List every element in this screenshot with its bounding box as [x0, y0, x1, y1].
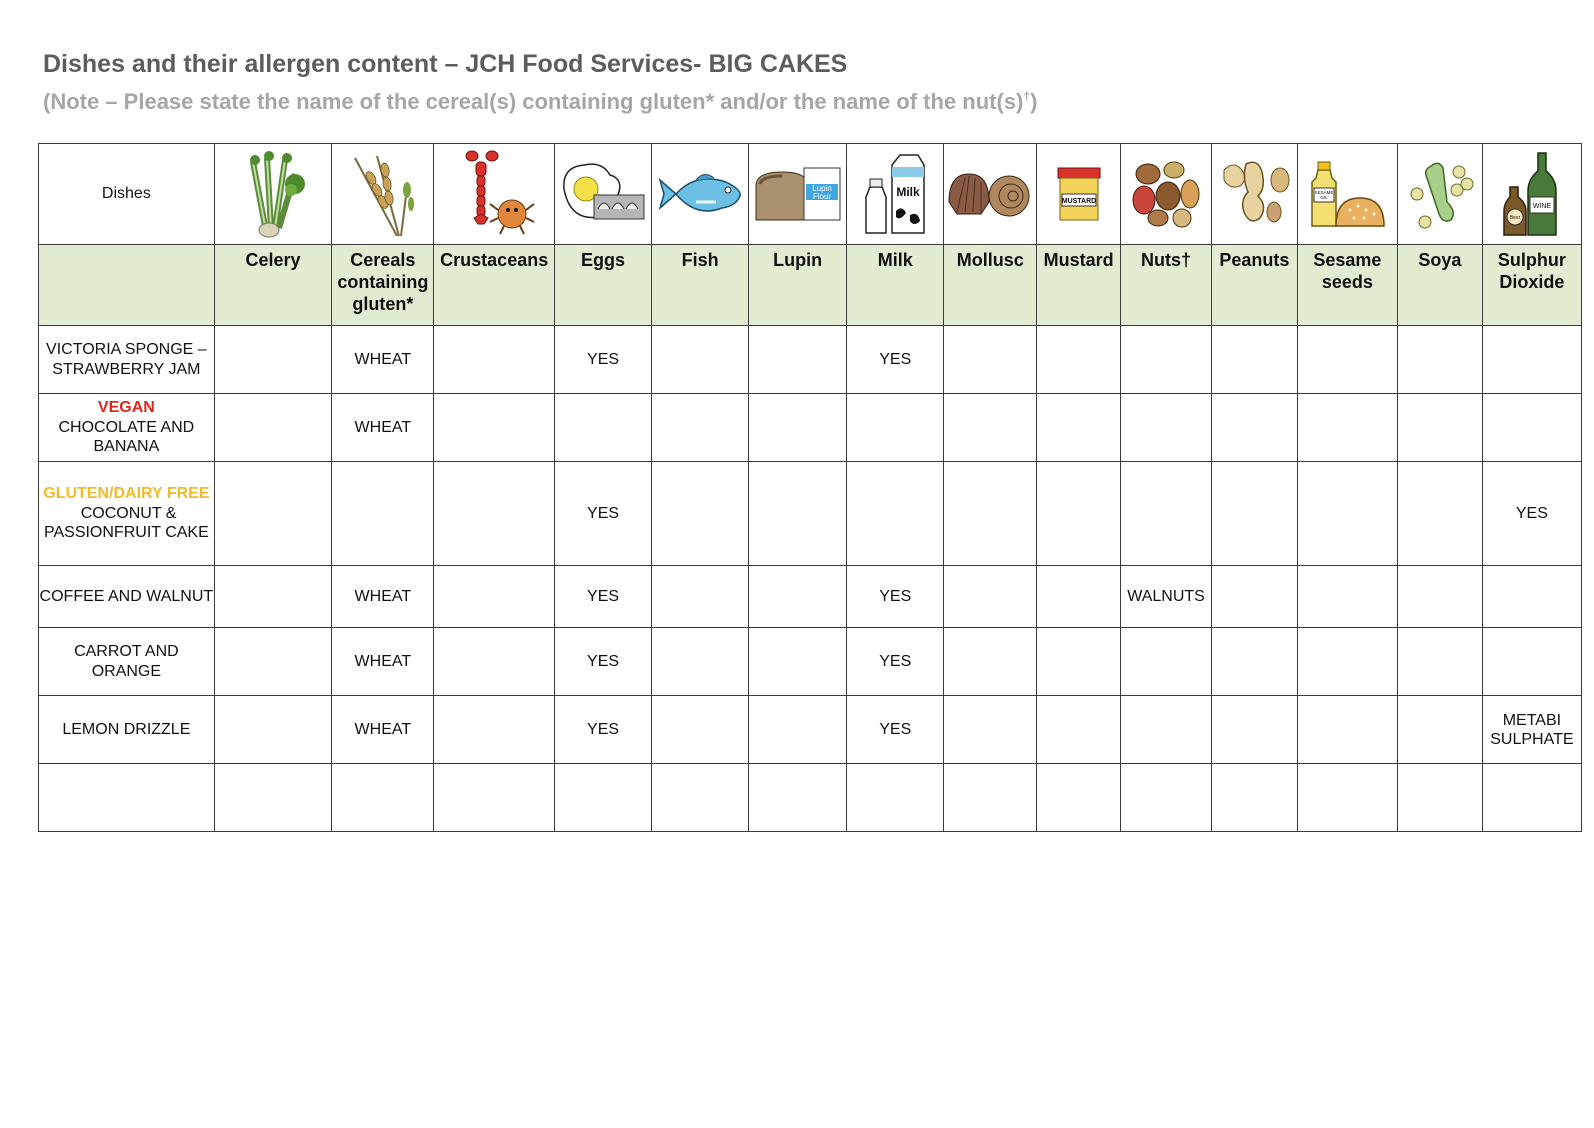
allergen-cell: METABI SULPHATE: [1482, 696, 1581, 764]
allergen-cell: [749, 326, 847, 394]
allergen-cell: [1037, 696, 1121, 764]
allergen-cell: [944, 628, 1037, 696]
dish-name-cell: [39, 394, 215, 462]
allergen-cell: WHEAT: [332, 628, 434, 696]
allergen-cell: [1211, 462, 1297, 566]
peanut-icon: [1211, 144, 1297, 245]
dish-name: COFFEE AND WALNUT: [39, 587, 214, 605]
allergen-cell: [749, 764, 847, 832]
allergen-cell: [1211, 326, 1297, 394]
allergen-cell: [434, 628, 555, 696]
table-row: [39, 326, 1582, 394]
page-title: Dishes and their allergen content – JCH Food Services- BIG CAKES: [43, 50, 848, 78]
header-lupin: Lupin: [749, 245, 847, 326]
svg-text:SESAME: SESAME: [1314, 190, 1334, 195]
allergen-cell: [749, 566, 847, 628]
allergen-cell: [749, 394, 847, 462]
svg-text:Milk: Milk: [896, 185, 920, 199]
allergen-cell: [1211, 628, 1297, 696]
header-fish: Fish: [652, 245, 749, 326]
allergen-cell: [555, 764, 652, 832]
allergen-cell: YES: [555, 462, 652, 566]
header-blank-cell: [39, 245, 215, 326]
allergen-cell: [1121, 628, 1212, 696]
allergen-cell: [1482, 326, 1581, 394]
allergen-cell: [652, 326, 749, 394]
table-row: [39, 394, 1582, 462]
header-celery: Celery: [214, 245, 332, 326]
svg-text:Beer: Beer: [1509, 215, 1521, 221]
allergen-cell: WHEAT: [332, 394, 434, 462]
header-cereals: Cereals containing gluten*: [332, 245, 434, 326]
allergen-cell: [652, 628, 749, 696]
allergen-cell: YES: [555, 566, 652, 628]
svg-text:Lupin: Lupin: [811, 184, 832, 193]
table-row: [39, 566, 1582, 628]
allergen-cell: [944, 462, 1037, 566]
allergen-cell: WHEAT: [332, 326, 434, 394]
table-row: [39, 696, 1582, 764]
dish-name-cell: [39, 462, 215, 566]
allergen-cell: [1397, 696, 1482, 764]
allergen-cell: [1397, 326, 1482, 394]
allergen-cell: YES: [1482, 462, 1581, 566]
soya-icon: [1397, 144, 1482, 245]
dish-name: COCONUT & PASSIONFRUIT CAKE: [43, 504, 209, 542]
allergen-cell: [332, 462, 434, 566]
allergen-cell: [652, 394, 749, 462]
allergen-cell: YES: [847, 326, 944, 394]
allergen-cell: [1297, 764, 1397, 832]
allergen-cell: [1297, 566, 1397, 628]
allergen-cell: [434, 394, 555, 462]
dish-name-cell: [39, 764, 215, 832]
allergen-cell: [1482, 394, 1581, 462]
allergen-cell: [1037, 628, 1121, 696]
allergen-header-row: [39, 245, 1582, 326]
allergen-cell: [1037, 326, 1121, 394]
allergen-cell: [652, 566, 749, 628]
allergen-cell: [944, 394, 1037, 462]
dish-name: LEMON DRIZZLE: [62, 720, 191, 738]
svg-text:OIL: OIL: [1320, 195, 1329, 200]
dish-name: CHOCOLATE AND BANANA: [58, 418, 199, 456]
allergen-cell: [1297, 696, 1397, 764]
allergen-cell: [1037, 764, 1121, 832]
nuts-icon: [1121, 144, 1212, 245]
allergen-cell: [1482, 628, 1581, 696]
allergen-cell: YES: [847, 566, 944, 628]
allergen-cell: [944, 764, 1037, 832]
mollusc-icon: [944, 144, 1037, 245]
allergen-cell: [1397, 566, 1482, 628]
allergen-cell: [214, 394, 332, 462]
table-row: [39, 628, 1582, 696]
allergen-cell: [434, 462, 555, 566]
note-dagger: †: [1023, 89, 1031, 104]
allergen-cell: WHEAT: [332, 566, 434, 628]
allergen-cell: [652, 462, 749, 566]
header-milk: Milk: [847, 245, 944, 326]
allergen-cell: [434, 566, 555, 628]
header-soya: Soya: [1397, 245, 1482, 326]
allergen-cell: [652, 696, 749, 764]
allergen-cell: [1297, 326, 1397, 394]
allergen-cell: [1121, 696, 1212, 764]
header-mollusc: Mollusc: [944, 245, 1037, 326]
allergen-cell: WHEAT: [332, 696, 434, 764]
svg-text:MUSTARD: MUSTARD: [1061, 198, 1096, 205]
svg-text:Flour: Flour: [812, 192, 831, 201]
note-text: (Note – Please state the name of the cereal(s) containing gluten* and/or the name of the nut(s): [43, 89, 1024, 114]
allergen-cell: [214, 628, 332, 696]
allergen-cell: YES: [555, 696, 652, 764]
allergen-cell: [944, 696, 1037, 764]
allergen-cell: [847, 764, 944, 832]
allergen-cell: WALNUTS: [1121, 566, 1212, 628]
allergen-cell: [749, 696, 847, 764]
mustard-icon: [1037, 144, 1121, 245]
header-sesame: Sesame seeds: [1297, 245, 1397, 326]
table-row: [39, 462, 1582, 566]
allergen-cell: [1211, 394, 1297, 462]
header-mustard: Mustard: [1037, 245, 1121, 326]
dish-tag: GLUTEN/DAIRY FREE: [43, 485, 210, 503]
allergen-cell: [1037, 394, 1121, 462]
allergen-cell: [214, 764, 332, 832]
allergen-cell: [1397, 764, 1482, 832]
allergen-cell: [944, 566, 1037, 628]
allergen-cell: [944, 326, 1037, 394]
table-row: [39, 764, 1582, 832]
allergen-cell: [1211, 764, 1297, 832]
dish-name-cell: [39, 628, 215, 696]
lupin-flour-icon: [749, 144, 847, 245]
allergen-cell: [434, 764, 555, 832]
allergen-cell: [214, 696, 332, 764]
wine-beer-icon: [1482, 144, 1581, 245]
dishes-header: Dishes: [39, 144, 215, 245]
allergen-cell: [1121, 462, 1212, 566]
allergen-cell: [1297, 628, 1397, 696]
allergen-cell: [1397, 394, 1482, 462]
dish-name: CARROT AND ORANGE: [74, 643, 184, 680]
allergen-cell: [332, 764, 434, 832]
allergen-cell: [1121, 394, 1212, 462]
egg-icon: [555, 144, 652, 245]
allergen-cell: [1037, 566, 1121, 628]
fish-icon: [652, 144, 749, 245]
header-sulphur-dioxide: Sulphur Dioxide: [1482, 245, 1581, 326]
allergen-cell: [1297, 394, 1397, 462]
allergen-cell: [652, 764, 749, 832]
allergen-cell: [1397, 628, 1482, 696]
allergen-cell: [749, 462, 847, 566]
allergen-cell: [1297, 462, 1397, 566]
allergen-cell: YES: [555, 326, 652, 394]
allergen-cell: [749, 628, 847, 696]
allergen-cell: YES: [555, 628, 652, 696]
allergen-cell: [555, 394, 652, 462]
allergen-table: [38, 143, 1582, 832]
allergen-cell: [1397, 462, 1482, 566]
dish-name-cell: [39, 696, 215, 764]
crustacean-icon: [434, 144, 555, 245]
svg-text:WINE: WINE: [1532, 203, 1552, 210]
allergen-cell: [1121, 326, 1212, 394]
dish-rows: [39, 326, 1582, 832]
milk-icon: [847, 144, 944, 245]
dish-name-cell: [39, 326, 215, 394]
wheat-icon: [332, 144, 434, 245]
allergen-cell: [1037, 462, 1121, 566]
dish-tag: VEGAN: [97, 399, 155, 417]
allergen-cell: [214, 566, 332, 628]
header-nuts: Nuts†: [1121, 245, 1212, 326]
header-eggs: Eggs: [555, 245, 652, 326]
allergen-cell: [214, 326, 332, 394]
celery-icon: [214, 144, 332, 245]
dish-name: VICTORIA SPONGE – STRAWBERRY JAM: [46, 341, 212, 378]
allergen-cell: YES: [847, 696, 944, 764]
allergen-cell: [847, 462, 944, 566]
allergen-cell: YES: [847, 628, 944, 696]
allergen-cell: [847, 394, 944, 462]
allergen-cell: [1211, 566, 1297, 628]
allergen-cell: [1482, 566, 1581, 628]
header-crustaceans: Crustaceans: [434, 245, 555, 326]
allergen-cell: [1211, 696, 1297, 764]
sesame-icon: [1297, 144, 1397, 245]
header-peanuts: Peanuts: [1211, 245, 1297, 326]
dish-name-cell: [39, 566, 215, 628]
allergen-cell: [434, 326, 555, 394]
page-note: [43, 89, 1037, 115]
allergen-cell: [214, 462, 332, 566]
allergen-cell: [1121, 764, 1212, 832]
allergen-cell: [434, 696, 555, 764]
allergen-cell: [1482, 764, 1581, 832]
icon-row: [39, 144, 1582, 245]
note-close: ): [1030, 89, 1038, 114]
